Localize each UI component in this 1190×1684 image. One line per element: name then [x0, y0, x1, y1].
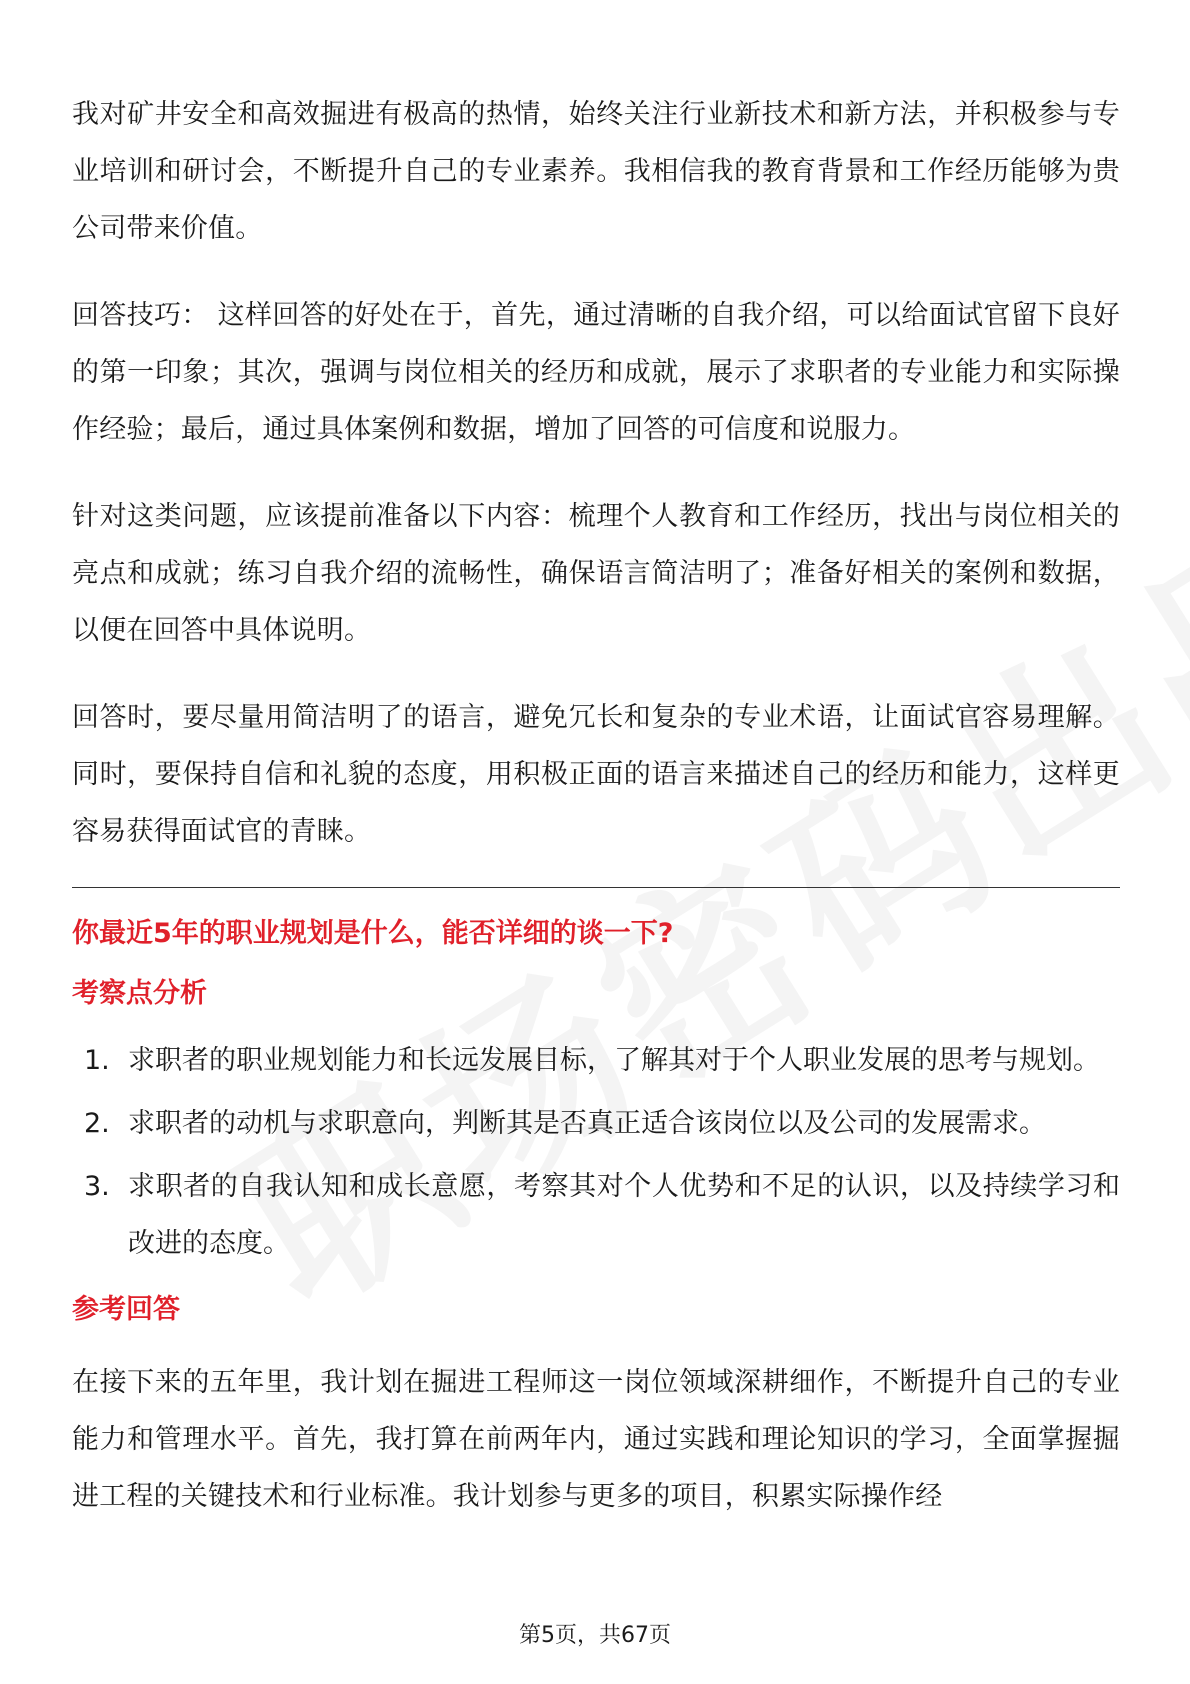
list-item-number: 2.: [84, 1108, 110, 1139]
list-item-number: 3.: [84, 1171, 110, 1202]
list-item-text: 求职者的自我认知和成长意愿，考察其对个人优势和不足的认识，以及持续学习和改进的态度。: [128, 1171, 1120, 1259]
list-item: [72, 1158, 1120, 1272]
list-item: [72, 1095, 1120, 1152]
list-item-number: 1.: [84, 1045, 110, 1076]
paragraph-intro-closing: 我对矿井安全和高效掘进有极高的热情，始终关注行业新技术和新方法，并积极参与专业培训和研讨会，不断提升自己的专业素养。我相信我的教育背景和工作经历能够为贵公司带来价值。: [72, 99, 1120, 244]
list-item-text: 求职者的动机与求职意向，判断其是否真正适合该岗位以及公司的发展需求。: [128, 1108, 1046, 1139]
paragraph-answer-tips: 回答技巧： 这样回答的好处在于，首先，通过清晰的自我介绍，可以给面试官留下良好的第一印象；其次，强调与岗位相关的经历和成就，展示了求职者的专业能力和实际操作经验；最后，通过具体案例和数据，增加了回答的可信度和说服力。: [72, 300, 1120, 445]
paragraph-preparation: 针对这类问题，应该提前准备以下内容：梳理个人教育和工作经历，找出与岗位相关的亮点和成就；练习自我介绍的流畅性，确保语言简洁明了；准备好相关的案例和数据，以便在回答中具体说明。: [72, 501, 1120, 646]
page-content: [72, 86, 1120, 1555]
paragraph-delivery-advice: 回答时，要尽量用简洁明了的语言，避免冗长和复杂的专业术语，让面试官容易理解。同时，要保持自信和礼貌的态度，用积极正面的语言来描述自己的经历和能力，这样更容易获得面试官的青睐。: [72, 702, 1120, 847]
paragraph-reference-answer: 在接下来的五年里，我计划在掘进工程师这一岗位领域深耕细作，不断提升自己的专业能力和管理水平。首先，我打算在前两年内，通过实践和理论知识的学习，全面掌握掘进工程的关键技术和行业标准。我计划参与更多的项目，积累实际操作经: [72, 1367, 1120, 1512]
analysis-heading: 考察点分析: [72, 978, 207, 1009]
answer-heading: 参考回答: [72, 1294, 180, 1325]
question-title: 你最近5年的职业规划是什么，能否详细的谈一下?: [72, 918, 674, 949]
page-number: 第5页，共67页: [519, 1623, 671, 1648]
list-item: [72, 1032, 1120, 1089]
section-divider: [72, 887, 1120, 888]
analysis-list: [72, 1032, 1120, 1272]
list-item-text: 求职者的职业规划能力和长远发展目标，了解其对于个人职业发展的思考与规划。: [128, 1045, 1100, 1076]
